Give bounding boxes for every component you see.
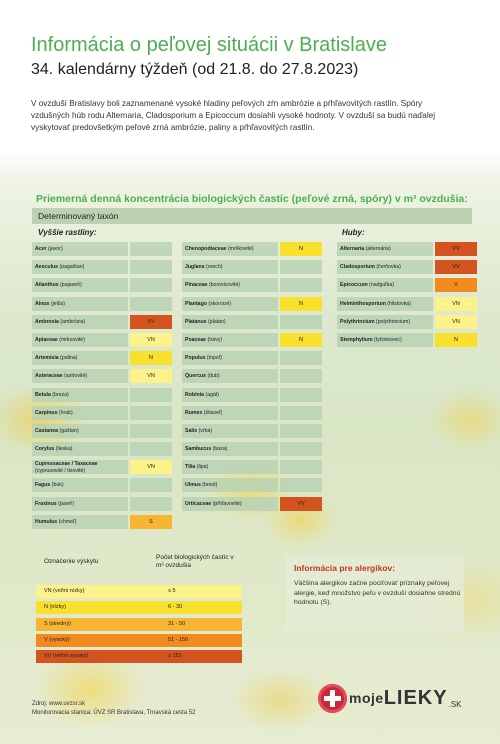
level-cell: VV: [130, 315, 172, 329]
level-cell: [130, 406, 172, 420]
level-cell: [130, 297, 172, 311]
taxon-common-name: (astrovité): [62, 373, 88, 380]
level-cell: VN: [130, 369, 172, 383]
source-info: [32, 700, 195, 717]
taxon-row: [32, 297, 172, 311]
legend: [36, 550, 242, 663]
taxon-row: [182, 369, 322, 383]
level-cell: [130, 497, 172, 511]
taxon-genus: Artemisia: [35, 355, 59, 362]
taxon-row: [32, 388, 172, 402]
level-cell: [280, 406, 322, 420]
taxon-genus: Ambrosia: [35, 318, 59, 325]
taxon-genus: Alnus: [35, 300, 50, 307]
legend-row: [36, 585, 242, 598]
level-cell: N: [435, 333, 477, 347]
level-cell: N: [280, 333, 322, 347]
taxon-row: [182, 460, 322, 474]
level-cell: VN: [130, 460, 172, 474]
taxon-row: [182, 442, 322, 456]
taxon-common-name: (pajaseň): [58, 282, 82, 289]
taxon-genus: Stemphylium: [340, 336, 373, 343]
taxon-name: [182, 333, 278, 347]
taxon-row: [337, 260, 477, 274]
taxon-common-name: (lieska): [54, 446, 73, 453]
taxon-common-name: (cyprusovité / tisovité): [35, 467, 86, 474]
taxon-genus: Plantago: [185, 300, 207, 307]
taxon-name: [182, 460, 278, 474]
taxon-common-name: (buk): [50, 482, 64, 489]
medical-cross-icon: [318, 684, 347, 713]
taxon-name: [182, 369, 278, 383]
legend-label: V (vysoký): [44, 636, 70, 643]
taxon-row: [182, 315, 322, 329]
taxon-common-name: (ambrózia): [58, 318, 86, 325]
level-cell: VN: [435, 297, 477, 311]
taxon-name: [337, 297, 433, 311]
taxon-genus: Aesculus: [35, 264, 59, 271]
taxon-row: [337, 297, 477, 311]
taxon-name: [182, 478, 278, 492]
taxon-row: [32, 333, 172, 347]
level-cell: [280, 260, 322, 274]
level-cell: N: [280, 242, 322, 256]
taxon-genus: Ailanthus: [35, 282, 59, 289]
level-cell: S: [130, 515, 172, 529]
legend-row: [36, 634, 242, 647]
level-cell: VN: [435, 315, 477, 329]
taxon-common-name: (štiaveľ): [202, 409, 223, 416]
taxon-genus: Sambucus: [185, 446, 212, 453]
level-cell: [280, 315, 322, 329]
taxon-genus: Poaceae: [185, 336, 207, 343]
taxon-name: [32, 369, 128, 383]
taxon-name: [32, 460, 128, 474]
taxon-genus: Helminthosporium: [340, 300, 386, 307]
taxon-header: Determinovaný taxón: [32, 208, 472, 224]
table-title: Priemerná denná koncentrácia biologických častíc (peľové zrná, spóry) v m³ ovzdušia:: [36, 193, 468, 205]
taxon-name: [32, 260, 128, 274]
taxon-row: [32, 260, 172, 274]
taxon-name: [32, 442, 128, 456]
legend-label: N (nízky): [44, 604, 66, 611]
taxon-genus: Humulus: [35, 518, 58, 525]
taxon-name: [337, 315, 433, 329]
taxon-genus: Corylus: [35, 446, 55, 453]
level-cell: [130, 242, 172, 256]
taxon-row: [182, 260, 322, 274]
taxon-genus: Juglans: [185, 264, 205, 271]
taxon-common-name: (nadguľka): [367, 282, 394, 289]
taxon-row: [182, 351, 322, 365]
level-cell: VV: [435, 260, 477, 274]
taxon-genus: Acer: [35, 246, 47, 252]
taxon-genus: Cladosporium: [340, 264, 375, 271]
taxon-common-name: (javor): [46, 246, 63, 252]
taxon-common-name: (pŕhľavovité): [211, 500, 242, 507]
legend-range: 6 - 30: [168, 604, 183, 611]
level-cell: [280, 278, 322, 292]
taxon-name: [32, 242, 128, 256]
level-cell: [130, 442, 172, 456]
taxon-genus: Tilia: [185, 464, 196, 471]
taxon-genus: Fraxinus: [35, 500, 57, 507]
taxon-common-name: (agát): [204, 391, 220, 398]
taxon-name: [32, 315, 128, 329]
taxon-row: [337, 278, 477, 292]
level-cell: V: [435, 278, 477, 292]
taxon-common-name: (topoľ): [205, 355, 222, 362]
taxon-row: [182, 478, 322, 492]
allergy-info-box: [286, 555, 464, 633]
level-cell: VN: [130, 333, 172, 347]
taxon-common-name: (palina): [58, 355, 78, 362]
taxon-genus: Cupressaceae / Taxaceae: [35, 461, 98, 468]
taxon-row: [32, 406, 172, 420]
level-cell: [130, 388, 172, 402]
taxon-common-name: (jelša): [49, 300, 65, 307]
taxon-name: [182, 424, 278, 438]
taxon-row: [182, 333, 322, 347]
taxon-genus: Polythrincium: [340, 318, 375, 325]
taxon-common-name: (hrab): [57, 409, 73, 416]
level-cell: [280, 388, 322, 402]
taxon-row: [32, 278, 172, 292]
taxon-row: [32, 478, 172, 492]
taxon-row: [32, 369, 172, 383]
taxon-common-name: (jaseň): [56, 500, 74, 507]
level-cell: VV: [435, 242, 477, 256]
legend-row: [36, 618, 242, 631]
legend-range: ≤ 5: [168, 588, 176, 595]
legend-range: 51 - 150: [168, 636, 189, 643]
mojelieky-logo[interactable]: [318, 683, 462, 713]
taxon-common-name: (platan): [206, 318, 226, 325]
legend-row: [36, 601, 242, 614]
taxon-common-name: (trávy): [206, 336, 223, 343]
taxon-column-2: [182, 242, 322, 515]
taxon-row: [337, 333, 477, 347]
taxon-genus: Quercus: [185, 373, 207, 380]
taxon-name: [182, 278, 278, 292]
taxon-common-name: (orech): [204, 264, 223, 271]
legend-label: VV (veľmi vysoký): [44, 652, 89, 659]
taxon-name: [182, 260, 278, 274]
level-cell: [280, 460, 322, 474]
taxon-name: [32, 424, 128, 438]
taxon-genus: Asteraceae: [35, 373, 63, 380]
page-subtitle: 34. kalendárny týždeň (od 21.8. do 27.8.2023): [31, 61, 359, 78]
level-cell: [280, 442, 322, 456]
taxon-common-name: (tyčinkovec): [372, 336, 402, 343]
taxon-common-name: (chmeľ): [57, 518, 77, 525]
taxon-name: [32, 388, 128, 402]
taxon-name: [182, 242, 278, 256]
taxon-common-name: (skorocel): [206, 300, 232, 307]
legend-range: ≥ 151: [168, 652, 182, 659]
taxon-name: [182, 351, 278, 365]
intro-text: [31, 98, 451, 134]
taxon-common-name: (mrkvovité): [57, 336, 85, 343]
taxon-row: [182, 388, 322, 402]
level-cell: N: [130, 351, 172, 365]
legend-label: VN (veľmi nízky): [44, 588, 85, 595]
taxon-name: [32, 406, 128, 420]
taxon-genus: Platanus: [185, 318, 207, 325]
taxon-name: [32, 333, 128, 347]
taxon-genus: Epicoccum: [340, 282, 368, 289]
taxon-genus: Salix: [185, 427, 198, 434]
taxon-common-name: (borovicovité): [207, 282, 241, 289]
taxon-row: [32, 442, 172, 456]
taxon-common-name: (breza): [50, 391, 69, 398]
taxon-column-3: [337, 242, 477, 351]
taxon-genus: Castanea: [35, 427, 59, 434]
logo-sk: .SK: [448, 700, 462, 709]
taxon-genus: Urticaceae: [185, 500, 212, 507]
level-cell: [130, 260, 172, 274]
taxon-row: [32, 242, 172, 256]
taxon-name: [32, 515, 128, 529]
level-cell: [280, 424, 322, 438]
taxon-name: [32, 351, 128, 365]
taxon-row: [32, 351, 172, 365]
taxon-common-name: (mrlíkovité): [226, 246, 254, 252]
source-line-1: Zdroj: www.uvzsr.sk: [32, 701, 86, 707]
taxon-genus: Carpinus: [35, 409, 58, 416]
taxon-common-name: (alternária): [364, 246, 391, 252]
taxon-common-name: (pagaštan): [58, 264, 85, 271]
fungi-label: Huby:: [342, 228, 365, 237]
allergy-text: Väčšina alergikov začne pociťovať príznaky peľovej alergie, keď množstvo peľu v ovzduší dosiahne strednú hodnotu (S).: [294, 580, 461, 606]
taxon-name: [337, 242, 433, 256]
logo-lieky: LIEKY: [383, 686, 448, 709]
taxon-genus: Fagus: [35, 482, 51, 489]
legend-col-a: Označenie výskytu: [44, 558, 99, 565]
level-cell: [130, 478, 172, 492]
taxon-name: [337, 260, 433, 274]
taxon-common-name: (dub): [206, 373, 220, 380]
taxon-row: [182, 406, 322, 420]
taxon-name: [32, 297, 128, 311]
level-cell: [280, 369, 322, 383]
taxon-name: [182, 315, 278, 329]
taxon-row: [32, 315, 172, 329]
taxon-name: [182, 442, 278, 456]
taxon-common-name: (baza): [211, 446, 228, 453]
taxon-row: [182, 242, 322, 256]
taxon-name: [32, 478, 128, 492]
taxon-common-name: (polythrincium): [374, 318, 411, 325]
taxon-name: [337, 333, 433, 347]
taxon-genus: Populus: [185, 355, 206, 362]
taxon-row: [182, 278, 322, 292]
level-cell: N: [280, 297, 322, 311]
legend-label: S (stredný): [44, 620, 71, 627]
level-cell: [130, 424, 172, 438]
taxon-row: [182, 424, 322, 438]
taxon-common-name: (gaštan): [58, 427, 79, 434]
taxon-column-1: [32, 242, 172, 533]
taxon-common-name: (vŕba): [197, 427, 213, 434]
intro-paragraph: V ovzduší Bratislavy boli zaznamenané vysoké hladiny peľových zŕn ambrózie a pŕhľavovitých rastlín. Spóry vzdušných húb rodu Alternaria, Cladosporium a Epicoccum dosiahli vysoké hodnoty. V ovzduší sa budú naďalej vyskytovať predovšetkým peľové zrná ambrózie, paliny a pŕhľavovitých rastlín.: [31, 99, 436, 132]
taxon-row: [337, 242, 477, 256]
taxon-row: [32, 424, 172, 438]
legend-range: 31 - 50: [168, 620, 186, 627]
legend-rows: [36, 585, 242, 663]
taxon-genus: Robinia: [185, 391, 205, 398]
taxon-row: [337, 315, 477, 329]
page-title: Informácia o peľovej situácii v Bratislave: [31, 34, 387, 56]
logo-moje: moje: [349, 690, 384, 706]
legend-row: [36, 650, 242, 663]
level-cell: [280, 478, 322, 492]
taxon-genus: Rumex: [185, 409, 203, 416]
taxon-genus: Alternaria: [340, 246, 365, 252]
taxon-name: [32, 278, 128, 292]
taxon-name: [182, 388, 278, 402]
plants-label: Vyššie rastliny:: [38, 228, 97, 237]
taxon-genus: Apiaceae: [35, 336, 58, 343]
taxon-common-name: (čerňovka): [374, 264, 401, 271]
taxon-genus: Ulmus: [185, 482, 201, 489]
taxon-name: [182, 297, 278, 311]
taxon-genus: Pinaceae: [185, 282, 208, 289]
legend-header: [36, 550, 242, 582]
taxon-name: [182, 497, 278, 511]
taxon-name: [32, 497, 128, 511]
taxon-name: [337, 278, 433, 292]
source-line-2: Monitorovacia stanica: ÚVZ SR Bratislava, Trnavská cesta 52: [32, 709, 196, 716]
taxon-genus: Betula: [35, 391, 51, 398]
legend-col-b: Počet biologických častíc v m³ ovzdušia: [156, 554, 234, 569]
taxon-row: [32, 497, 172, 511]
taxon-common-name: (lipa): [195, 464, 209, 471]
allergy-title: Informácia pre alergikov:: [294, 563, 396, 573]
taxon-name: [182, 406, 278, 420]
taxon-row: [182, 297, 322, 311]
taxon-common-name: (brest): [200, 482, 218, 489]
level-cell: [130, 278, 172, 292]
taxon-row: [32, 515, 172, 529]
taxon-row: [32, 460, 172, 474]
taxon-genus: Chenopodiaceae: [185, 246, 227, 252]
level-cell: VV: [280, 497, 322, 511]
taxon-row: [182, 497, 322, 511]
level-cell: [280, 351, 322, 365]
taxon-common-name: (hlistovka): [385, 300, 411, 307]
